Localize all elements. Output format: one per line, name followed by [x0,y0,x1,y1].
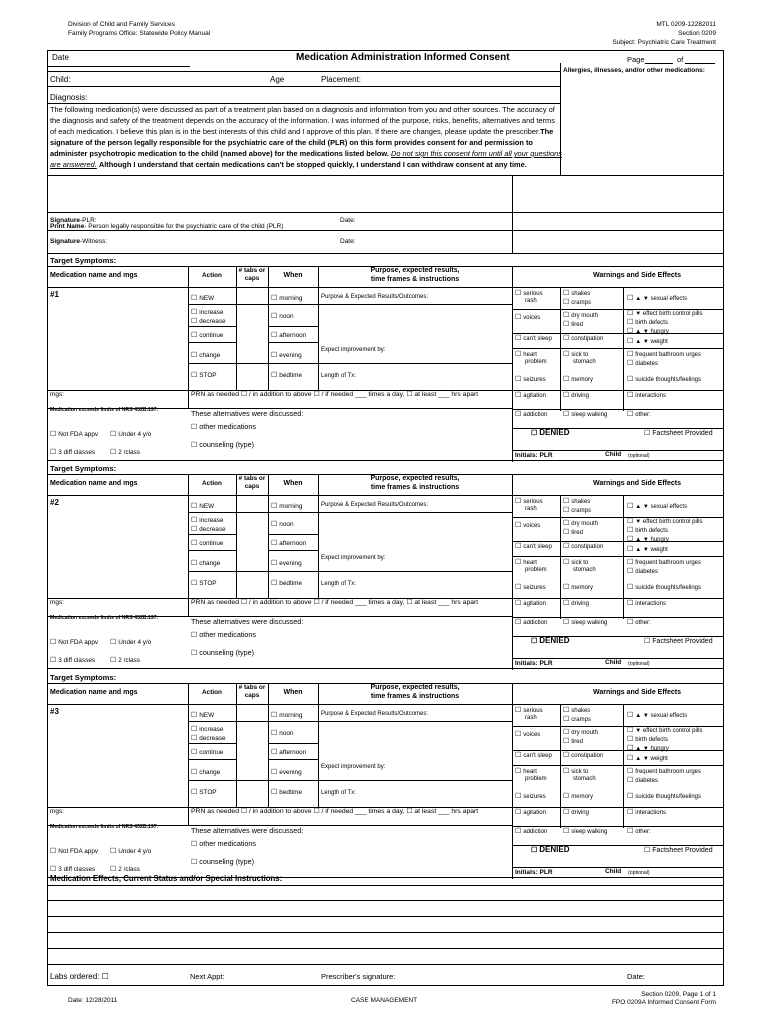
warning-sick-checkbox[interactable]: ☐ sick to [563,767,588,775]
warning-sexual-effects-checkbox[interactable]: ☐ ▲ ▼ sexual effects [627,294,687,302]
not-fda-checkbox[interactable]: ☐ Not FDA appv [50,847,98,855]
warning-birth-control-checkbox[interactable]: ☐ ▼ effect birth control pills [627,726,702,734]
expect-improvement-label: Expect improvement by: [321,347,386,353]
warning-tired-checkbox[interactable]: ☐ tired [563,320,583,328]
warning-stomach-label: stomach [573,359,596,365]
date-label: Date [52,53,69,62]
warning-cramps-checkbox[interactable]: ☐ cramps [563,298,591,306]
length-tx-label: Length of Tx: [321,790,356,796]
exceeds-limits-label: Medication exceeds limits of NRS 432B.197: [50,407,159,413]
signature-plr-label: Signature-PLR: [50,217,97,224]
alternatives-label: These alternatives were discussed: [191,409,304,418]
warning-serious-rash-checkbox[interactable]: ☐ serious [515,289,543,297]
medication-number: #2 [50,498,59,507]
signature-witness-label: Signature-Witness: [50,238,108,245]
warning-agitation-checkbox[interactable]: ☐ agitation [515,808,546,816]
mgs-label: mgs: [50,808,64,815]
division-name: Division of Child and Family Services [68,21,175,28]
effects-title: Medication Effects, Current Status and/or Special Instructions: [50,874,283,883]
age-label: Age [270,75,285,84]
when-evening-checkbox[interactable]: ☐ evening [271,559,302,567]
expect-improvement-label: Expect improvement by: [321,764,386,770]
action-new-checkbox[interactable]: ☐ NEW [191,711,214,719]
when-noon-checkbox[interactable]: ☐ noon [271,312,294,320]
warning-hungry-checkbox[interactable]: ☐ ▲ ▼ hungry [627,744,669,752]
when-bedtime-checkbox[interactable]: ☐ bedtime [271,371,302,379]
warning-sick-checkbox[interactable]: ☐ sick to [563,558,588,566]
exceeds-limits-label: Medication exceeds limits of NRS 432B.197: [50,824,159,830]
when-afternoon-checkbox[interactable]: ☐ afternoon [271,539,306,547]
optional-label: (optional) [628,661,650,667]
alternatives-label: These alternatives were discussed: [191,826,304,835]
mtl-number: MTL 0209-12282011 [656,21,716,28]
col-warnings-header: Warnings and Side Effects [592,480,682,487]
two-class-checkbox[interactable]: ☐ 2 /class [110,656,140,664]
col-tabs-header: # tabs or [238,475,266,482]
action-increase-checkbox[interactable]: ☐ increase [191,725,223,733]
counseling-checkbox[interactable]: ☐ counseling (type) [191,648,254,657]
target-symptoms-label: Target Symptoms: [50,464,117,473]
col-medication-header: Medication name and mgs [50,272,138,279]
next-appt-label: Next Appt: [190,972,225,981]
col-medication-header: Medication name and mgs [50,689,138,696]
warning-hungry-checkbox[interactable]: ☐ ▲ ▼ hungry [627,327,669,335]
warning-suicide-checkbox[interactable]: ☐ suicide thoughts/feelings [627,583,701,591]
warning-serious-rash-checkbox[interactable]: ☐ serious [515,706,543,714]
print-name-label: Print Name- Person legally responsible for the psychiatric care of the child (PLR) [50,223,284,230]
footer-page-info: Section 0209, Page 1 of 1 [641,991,716,998]
action-continue-checkbox[interactable]: ☐ continue [191,331,223,339]
optional-label: (optional) [628,870,650,876]
warning-sleep-walking-checkbox[interactable]: ☐ sleep walking [563,410,607,418]
warning-dry-mouth-checkbox[interactable]: ☐ dry mouth [563,519,598,527]
warning-birth-control-checkbox[interactable]: ☐ ▼ effect birth control pills [627,309,702,317]
action-change-checkbox[interactable]: ☐ change [191,768,220,776]
warning-driving-checkbox[interactable]: ☐ driving [563,808,589,816]
signature-witness-date-label: Date: [340,238,356,245]
warning-weight-checkbox[interactable]: ☐ ▲ ▼ weight [627,337,668,345]
warning-addiction-checkbox[interactable]: ☐ addiction [515,410,547,418]
warning-shakes-checkbox[interactable]: ☐ shakes [563,497,590,505]
warning-serious-rash-checkbox[interactable]: ☐ serious [515,497,543,505]
not-fda-checkbox[interactable]: ☐ Not FDA appv [50,430,98,438]
col-when-header: When [283,480,303,487]
factsheet-checkbox[interactable]: ☐ Factsheet Provided [644,846,713,854]
counseling-checkbox[interactable]: ☐ counseling (type) [191,857,254,866]
when-morning-checkbox[interactable]: ☐ morning [271,502,302,510]
initials-child-label: Child [605,868,622,875]
initials-plr-label: Initials: PLR [515,660,553,667]
action-increase-checkbox[interactable]: ☐ increase [191,308,223,316]
warning-birth-defects-checkbox[interactable]: ☐ birth defects [627,318,668,326]
warning-bathroom-checkbox[interactable]: ☐ frequent bathroom urges [627,767,701,775]
col-purpose-header: Purpose, expected results, [370,475,460,482]
warning-constipation-checkbox[interactable]: ☐ constipation [563,542,603,550]
action-decrease-checkbox[interactable]: ☐ decrease [191,525,226,533]
action-increase-checkbox[interactable]: ☐ increase [191,516,223,524]
col-when-header: When [283,689,303,696]
diff-classes-checkbox[interactable]: ☐ 3 diff classes [50,656,95,664]
warning-suicide-checkbox[interactable]: ☐ suicide thoughts/feelings [627,375,701,383]
purpose-outcomes-label: Purpose & Expected Results/Outcomes: [321,502,429,508]
warning-cramps-checkbox[interactable]: ☐ cramps [563,715,591,723]
alternatives-label: These alternatives were discussed: [191,617,304,626]
page-number-field[interactable] [645,63,673,64]
warning-cant-sleep-checkbox[interactable]: ☐ can't sleep [515,542,552,550]
warning-other-checkbox[interactable]: ☐ other: [627,410,651,418]
warning-birth-control-checkbox[interactable]: ☐ ▼ effect birth control pills [627,517,702,525]
warning-agitation-checkbox[interactable]: ☐ agitation [515,391,546,399]
date-field[interactable] [47,66,190,67]
warning-seizures-checkbox[interactable]: ☐ seizures [515,375,546,383]
purpose-outcomes-label: Purpose & Expected Results/Outcomes: [321,294,429,300]
action-new-checkbox[interactable]: ☐ NEW [191,502,214,510]
purpose-outcomes-label: Purpose & Expected Results/Outcomes: [321,711,429,717]
initials-plr-label: Initials: PLR [515,869,553,876]
col-action-header: Action [202,480,222,487]
warning-dry-mouth-checkbox[interactable]: ☐ dry mouth [563,311,598,319]
warning-heart-checkbox[interactable]: ☐ heart [515,558,537,566]
placement-label: Placement: [321,75,362,84]
initials-plr-label: Initials: PLR [515,452,553,459]
col-medication-header: Medication name and mgs [50,480,138,487]
action-stop-checkbox[interactable]: ☐ STOP [191,788,217,796]
action-continue-checkbox[interactable]: ☐ continue [191,539,223,547]
denied-checkbox[interactable]: ☐ DENIED [531,636,570,645]
action-continue-checkbox[interactable]: ☐ continue [191,748,223,756]
initials-child-label: Child [605,659,622,666]
labs-ordered[interactable]: Labs ordered: ☐ [50,972,109,981]
page-total-field[interactable] [685,63,715,64]
policy-office: Family Programs Office: Statewide Policy Manual [68,30,211,37]
warning-weight-checkbox[interactable]: ☐ ▲ ▼ weight [627,545,668,553]
col-purpose-header: Purpose, expected results, [370,684,460,691]
warning-memory-checkbox[interactable]: ☐ memory [563,792,593,800]
allergies-label: Allergies, illnesses, and/or other medications: [563,67,705,74]
warning-heart-problem-label: problem [525,567,547,573]
warning-bathroom-checkbox[interactable]: ☐ frequent bathroom urges [627,558,701,566]
warning-sexual-effects-checkbox[interactable]: ☐ ▲ ▼ sexual effects [627,711,687,719]
warning-hungry-checkbox[interactable]: ☐ ▲ ▼ hungry [627,535,669,543]
col-action-header: Action [202,272,222,279]
col-timeframes-header: time frames & instructions [370,484,460,491]
denied-checkbox[interactable]: ☐ DENIED [531,845,570,854]
warning-diabetes-checkbox[interactable]: ☐ diabetes [627,567,658,575]
when-noon-checkbox[interactable]: ☐ noon [271,520,294,528]
warning-seizures-checkbox[interactable]: ☐ seizures [515,792,546,800]
warning-constipation-checkbox[interactable]: ☐ constipation [563,751,603,759]
warning-other-checkbox[interactable]: ☐ other: [627,827,651,835]
consent-statement: The following medication(s) were discussed as part of a treatment plan based on a diagnosis and information from you and other sources. The accuracy of the diagnosis and safety of the treatment depends on the accuracy of the information. I was informed of the purpose, risks, benefits, alternatives and terms of each medication. I believe this plan is in the best interests of this child and I approve of this plan. If there are changes, please update the prescriber.The signature of the person legally responsible for the psychiatric care of the child (PLR) on this form provides consent for and permission to administer psychotropic medication to the child (named above) for the medications listed below. Do not sign this consent form until all your questions are answered. Although I understand that certain medications can't be stopped quickly, I understand I can withdraw consent at any time. [50,105,562,169]
col-caps-header: caps [244,692,260,699]
warning-sleep-walking-checkbox[interactable]: ☐ sleep walking [563,827,607,835]
form-title: Medication Administration Informed Consent [296,52,510,63]
col-caps-header: caps [244,483,260,490]
action-stop-checkbox[interactable]: ☐ STOP [191,371,217,379]
when-morning-checkbox[interactable]: ☐ morning [271,294,302,302]
warning-constipation-checkbox[interactable]: ☐ constipation [563,334,603,342]
medication-number: #3 [50,707,59,716]
warning-seizures-checkbox[interactable]: ☐ seizures [515,583,546,591]
target-symptoms-label: Target Symptoms: [50,256,117,265]
warning-birth-defects-checkbox[interactable]: ☐ birth defects [627,735,668,743]
under-4-checkbox[interactable]: ☐ Under 4 y/o [110,847,151,855]
prescriber-date-label: Date: [627,972,645,981]
warning-birth-defects-checkbox[interactable]: ☐ birth defects [627,526,668,534]
under-4-checkbox[interactable]: ☐ Under 4 y/o [110,638,151,646]
when-bedtime-checkbox[interactable]: ☐ bedtime [271,788,302,796]
col-warnings-header: Warnings and Side Effects [592,272,682,279]
initials-child-label: Child [605,451,622,458]
action-decrease-checkbox[interactable]: ☐ decrease [191,734,226,742]
other-medications-checkbox[interactable]: ☐ other medications [191,839,256,848]
not-fda-checkbox[interactable]: ☐ Not FDA appv [50,638,98,646]
warning-diabetes-checkbox[interactable]: ☐ diabetes [627,359,658,367]
warning-addiction-checkbox[interactable]: ☐ addiction [515,827,547,835]
warning-cramps-checkbox[interactable]: ☐ cramps [563,506,591,514]
warning-sleep-walking-checkbox[interactable]: ☐ sleep walking [563,618,607,626]
length-tx-label: Length of Tx: [321,373,356,379]
warning-heart-problem-label: problem [525,359,547,365]
warning-sick-checkbox[interactable]: ☐ sick to [563,350,588,358]
counseling-checkbox[interactable]: ☐ counseling (type) [191,440,254,449]
warning-sexual-effects-checkbox[interactable]: ☐ ▲ ▼ sexual effects [627,502,687,510]
footer-date: Date: 12/28/2011 [68,997,118,1004]
medication-number: #1 [50,290,59,299]
action-new-checkbox[interactable]: ☐ NEW [191,294,214,302]
warning-memory-checkbox[interactable]: ☐ memory [563,375,593,383]
warning-cant-sleep-checkbox[interactable]: ☐ can't sleep [515,751,552,759]
diagnosis-label: Diagnosis: [50,93,88,102]
under-4-checkbox[interactable]: ☐ Under 4 y/o [110,430,151,438]
warning-interactions-checkbox[interactable]: ☐ interactions [627,599,666,607]
when-evening-checkbox[interactable]: ☐ evening [271,768,302,776]
warning-heart-checkbox[interactable]: ☐ heart [515,350,537,358]
denied-checkbox[interactable]: ☐ DENIED [531,428,570,437]
optional-label: (optional) [628,453,650,459]
warning-stomach-label: stomach [573,776,596,782]
length-tx-label: Length of Tx: [321,581,356,587]
prn-line[interactable]: PRN as needed ☐ / in addition to above ☐ / if needed ___ times a day, ☐ at least ___ hrs apart [191,599,479,606]
when-evening-checkbox[interactable]: ☐ evening [271,351,302,359]
warning-suicide-checkbox[interactable]: ☐ suicide thoughts/feelings [627,792,701,800]
prescriber-signature-label: Prescriber's signature: [321,972,396,981]
factsheet-checkbox[interactable]: ☐ Factsheet Provided [644,637,713,645]
signature-plr-date-label: Date: [340,217,356,224]
footer-form-name: FPO 0209A Informed Consent Form [611,999,716,1006]
col-tabs-header: # tabs or [238,684,266,691]
factsheet-checkbox[interactable]: ☐ Factsheet Provided [644,429,713,437]
warning-memory-checkbox[interactable]: ☐ memory [563,583,593,591]
other-medications-checkbox[interactable]: ☐ other medications [191,630,256,639]
when-afternoon-checkbox[interactable]: ☐ afternoon [271,331,306,339]
diff-classes-checkbox[interactable]: ☐ 3 diff classes [50,448,95,456]
col-action-header: Action [202,689,222,696]
warning-dry-mouth-checkbox[interactable]: ☐ dry mouth [563,728,598,736]
warning-heart-checkbox[interactable]: ☐ heart [515,767,537,775]
two-class-checkbox[interactable]: ☐ 2 /class [110,865,140,873]
when-afternoon-checkbox[interactable]: ☐ afternoon [271,748,306,756]
section-number: Section 0209 [678,30,716,37]
prn-line[interactable]: PRN as needed ☐ / in addition to above ☐ / if needed ___ times a day, ☐ at least ___ hrs apart [191,808,479,815]
when-morning-checkbox[interactable]: ☐ morning [271,711,302,719]
warning-shakes-checkbox[interactable]: ☐ shakes [563,289,590,297]
warning-voices-checkbox[interactable]: ☐ voices [515,521,540,529]
warning-interactions-checkbox[interactable]: ☐ interactions [627,808,666,816]
col-caps-header: caps [244,275,260,282]
action-change-checkbox[interactable]: ☐ change [191,351,220,359]
warning-addiction-checkbox[interactable]: ☐ addiction [515,618,547,626]
action-decrease-checkbox[interactable]: ☐ decrease [191,317,226,325]
warning-stomach-label: stomach [573,567,596,573]
mgs-label: mgs: [50,391,64,398]
warning-shakes-checkbox[interactable]: ☐ shakes [563,706,590,714]
target-symptoms-label: Target Symptoms: [50,673,117,682]
warning-driving-checkbox[interactable]: ☐ driving [563,391,589,399]
of-label: of [677,55,684,64]
footer-case-management: CASE MANAGEMENT [351,997,418,1004]
prn-line[interactable]: PRN as needed ☐ / in addition to above ☐ / if needed ___ times a day, ☐ at least ___ hrs apart [191,391,479,398]
action-stop-checkbox[interactable]: ☐ STOP [191,579,217,587]
when-bedtime-checkbox[interactable]: ☐ bedtime [271,579,302,587]
child-label: Child: [50,75,71,84]
warning-driving-checkbox[interactable]: ☐ driving [563,599,589,607]
warning-voices-checkbox[interactable]: ☐ voices [515,730,540,738]
col-purpose-header: Purpose, expected results, [370,267,460,274]
warning-rash-label: rash [525,506,537,512]
expect-improvement-label: Expect improvement by: [321,555,386,561]
warning-diabetes-checkbox[interactable]: ☐ diabetes [627,776,658,784]
col-tabs-header: # tabs or [238,267,266,274]
col-when-header: When [283,272,303,279]
warning-voices-checkbox[interactable]: ☐ voices [515,313,540,321]
subject-line: Subject: Psychiatric Care Treatment [612,39,716,46]
warning-cant-sleep-checkbox[interactable]: ☐ can't sleep [515,334,552,342]
col-timeframes-header: time frames & instructions [370,693,460,700]
warning-heart-problem-label: problem [525,776,547,782]
mgs-label: mgs: [50,599,64,606]
warning-weight-checkbox[interactable]: ☐ ▲ ▼ weight [627,754,668,762]
warning-tired-checkbox[interactable]: ☐ tired [563,528,583,536]
warning-bathroom-checkbox[interactable]: ☐ frequent bathroom urges [627,350,701,358]
page-label: Page [627,55,645,64]
warning-interactions-checkbox[interactable]: ☐ interactions [627,391,666,399]
action-change-checkbox[interactable]: ☐ change [191,559,220,567]
diff-classes-checkbox[interactable]: ☐ 3 diff classes [50,865,95,873]
col-warnings-header: Warnings and Side Effects [592,689,682,696]
warning-rash-label: rash [525,298,537,304]
warning-tired-checkbox[interactable]: ☐ tired [563,737,583,745]
other-medications-checkbox[interactable]: ☐ other medications [191,422,256,431]
warning-rash-label: rash [525,715,537,721]
warning-other-checkbox[interactable]: ☐ other: [627,618,651,626]
exceeds-limits-label: Medication exceeds limits of NRS 432B.197: [50,615,159,621]
two-class-checkbox[interactable]: ☐ 2 /class [110,448,140,456]
col-timeframes-header: time frames & instructions [370,276,460,283]
when-noon-checkbox[interactable]: ☐ noon [271,729,294,737]
warning-agitation-checkbox[interactable]: ☐ agitation [515,599,546,607]
